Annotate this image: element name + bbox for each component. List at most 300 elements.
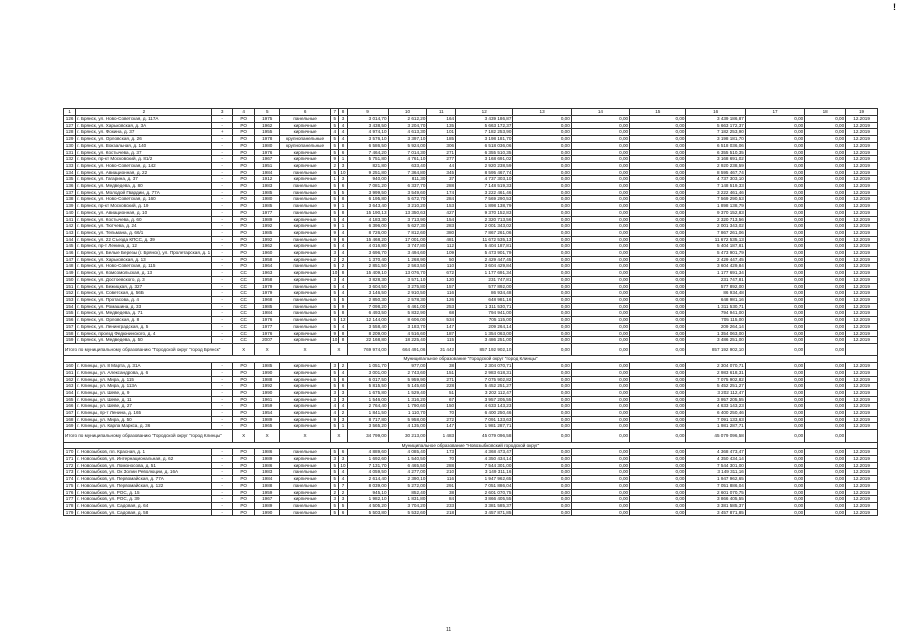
table-cell: 0,00 bbox=[805, 469, 846, 476]
table-cell: 12.2019 bbox=[846, 216, 878, 223]
table-cell: 4 761,10 bbox=[388, 156, 427, 163]
table-cell: 0,00 bbox=[513, 276, 571, 283]
table-cell: 163 bbox=[64, 383, 76, 390]
table-cell: 4 505,20 bbox=[347, 502, 388, 509]
table-cell: 577 892,00 bbox=[686, 283, 745, 290]
table-cell: 0,00 bbox=[571, 263, 629, 270]
table-cell: кирпичные bbox=[280, 337, 331, 344]
table-cell: 12.2019 bbox=[846, 296, 878, 303]
column-number: 16 bbox=[686, 109, 745, 116]
table-cell: кирпичные bbox=[280, 162, 331, 169]
table-cell: 9 370 152,83 bbox=[456, 209, 513, 216]
table-cell: 7 867 261,06 bbox=[686, 229, 745, 236]
table-cell: г. Брянск, ул. Тельмана, д. 66/1 bbox=[76, 229, 212, 236]
table-cell: 12.2019 bbox=[846, 410, 878, 417]
total-cell: 0,00 bbox=[630, 343, 686, 356]
table-cell: 0,00 bbox=[630, 263, 686, 270]
table-cell: 283 bbox=[427, 223, 456, 230]
table-row bbox=[64, 290, 878, 297]
table-row bbox=[64, 330, 878, 337]
table-cell: РО bbox=[232, 416, 255, 423]
table-cell: г. Брянск, ул. Бежицкая, д. 327 bbox=[76, 283, 212, 290]
total-cell: 30 213,00 bbox=[388, 430, 427, 443]
table-cell: 2 429 447,45 bbox=[456, 256, 513, 263]
table-cell: г. Новозыбков, ул. Садовая, д. 64 bbox=[76, 502, 212, 509]
table-cell: 1 bbox=[339, 156, 347, 163]
table-cell: кирпичные bbox=[280, 489, 331, 496]
table-cell: 3 168 691,02 bbox=[456, 156, 513, 163]
table-cell: 156 bbox=[64, 317, 76, 324]
table-cell: г. Брянск, ул. Ново-Советская, д. 117А bbox=[76, 116, 212, 123]
table-cell: 5 bbox=[331, 290, 339, 297]
table-cell: 0,00 bbox=[571, 469, 629, 476]
table-cell: 138 bbox=[64, 196, 76, 203]
table-cell: 12.2019 bbox=[846, 416, 878, 423]
table-cell: 0,00 bbox=[745, 449, 804, 456]
table-cell: 0,00 bbox=[513, 383, 571, 390]
table-cell: 162 bbox=[64, 376, 76, 383]
table-cell: 12.2019 bbox=[846, 290, 878, 297]
table-cell: г. Брянск, ул. Достоевского, д. 3 bbox=[76, 276, 212, 283]
table-cell: 7 544 301,00 bbox=[456, 462, 513, 469]
table-cell: 7 364,80 bbox=[388, 169, 427, 176]
table-cell: 3 222 461,46 bbox=[456, 189, 513, 196]
table-cell: 5 404 187,81 bbox=[686, 243, 745, 250]
table-cell: 5 959,90 bbox=[388, 376, 427, 383]
table-cell: - bbox=[212, 296, 232, 303]
table-cell: 0,00 bbox=[513, 176, 571, 183]
table-cell: г. Брянск, ул. Ленинградская, д. 5 bbox=[76, 323, 212, 330]
table-cell: 1 540,50 bbox=[388, 456, 427, 463]
table-cell: 0,00 bbox=[745, 162, 804, 169]
table-cell: 0,00 bbox=[571, 410, 629, 417]
table-cell: 145 bbox=[64, 243, 76, 250]
table-cell: 633,40 bbox=[388, 162, 427, 169]
table-cell: 185 bbox=[427, 136, 456, 143]
table-cell: 7 098,20 bbox=[347, 303, 388, 310]
table-cell: 5 832,90 bbox=[388, 310, 427, 317]
table-cell: - bbox=[212, 189, 232, 196]
table-cell: 2 390,10 bbox=[388, 476, 427, 483]
table-cell: 3 713,90 bbox=[388, 216, 427, 223]
table-cell: 345 bbox=[427, 169, 456, 176]
table-cell: г. Брянск, ул. Орловская, д. 26 bbox=[76, 136, 212, 143]
table-cell: г. Брянск, ул. Ново-Советская, д. 160 bbox=[76, 196, 212, 203]
table-cell: 1983 bbox=[255, 183, 280, 190]
table-cell: РО bbox=[232, 403, 255, 410]
table-row bbox=[64, 162, 878, 169]
table-cell: 7 081,20 bbox=[347, 183, 388, 190]
table-cell: кирпичные bbox=[280, 396, 331, 403]
table-cell: 0,00 bbox=[630, 496, 686, 503]
table-cell: 12.2019 bbox=[846, 196, 878, 203]
table-cell: 8 bbox=[339, 330, 347, 337]
table-cell: - bbox=[212, 263, 232, 270]
table-cell: 2 578,30 bbox=[388, 296, 427, 303]
table-cell: 2 bbox=[331, 489, 339, 496]
table-cell: 4 bbox=[339, 122, 347, 129]
table-cell: 4 368 473,47 bbox=[686, 449, 745, 456]
table-cell: 0,00 bbox=[805, 223, 846, 230]
table-cell: 5 bbox=[331, 509, 339, 516]
table-cell: 12.2019 bbox=[846, 337, 878, 344]
table-cell: 7 014,30 bbox=[388, 149, 427, 156]
table-cell: 0,00 bbox=[513, 423, 571, 430]
table-cell: кирпичные bbox=[280, 410, 331, 417]
table-row bbox=[64, 176, 878, 183]
table-cell: - bbox=[212, 482, 232, 489]
table-cell: 12.2019 bbox=[846, 502, 878, 509]
table-cell: 0,00 bbox=[630, 317, 686, 324]
table-cell: 0,00 bbox=[805, 129, 846, 136]
table-cell: РО bbox=[232, 389, 255, 396]
table-cell: 2 429 447,45 bbox=[686, 256, 745, 263]
table-cell: 5 bbox=[331, 149, 339, 156]
table-cell: 12.2019 bbox=[846, 149, 878, 156]
table-cell: 1983 bbox=[255, 469, 280, 476]
table-cell: г. Брянск, ул. Медведева, д. 50 bbox=[76, 337, 212, 344]
table-cell: 12.2019 bbox=[846, 142, 878, 149]
table-cell: СС bbox=[232, 303, 255, 310]
table-cell: 164 bbox=[64, 389, 76, 396]
table-cell: 12.2019 bbox=[846, 489, 878, 496]
table-cell: 0,00 bbox=[630, 410, 686, 417]
table-cell: 50 bbox=[427, 256, 456, 263]
table-cell: 12.2019 bbox=[846, 403, 878, 410]
municipality-title: Муниципальное образование "Новозыбковский городской округ" bbox=[64, 442, 878, 449]
table-cell: кирпичные bbox=[280, 330, 331, 337]
table-cell: СС bbox=[232, 310, 255, 317]
table-cell: 4 bbox=[339, 136, 347, 143]
table-cell: 6 400 250,46 bbox=[456, 410, 513, 417]
table-cell: - bbox=[212, 116, 232, 123]
table-cell: 0,00 bbox=[513, 416, 571, 423]
total-cell: X bbox=[255, 430, 280, 443]
table-cell: 0,00 bbox=[513, 369, 571, 376]
table-cell: 12.2019 bbox=[846, 462, 878, 469]
table-cell: 0,00 bbox=[805, 209, 846, 216]
table-cell: панельные bbox=[280, 502, 331, 509]
table-cell: 3 604 429,84 bbox=[456, 263, 513, 270]
table-cell: 210 bbox=[427, 469, 456, 476]
table-cell: кирпичные bbox=[280, 456, 331, 463]
table-cell: 127 bbox=[64, 122, 76, 129]
table-cell: 150 bbox=[427, 403, 456, 410]
table-cell: 0,00 bbox=[805, 337, 846, 344]
table-cell: 5 627,30 bbox=[388, 223, 427, 230]
table-cell: 0,00 bbox=[513, 502, 571, 509]
table-cell: г. Брянск, ул. Советская, д. 56Б bbox=[76, 290, 212, 297]
total-cell: 45 079 096,58 bbox=[686, 430, 745, 443]
table-cell: 0,00 bbox=[513, 216, 571, 223]
table-cell: 4 737 303,10 bbox=[686, 176, 745, 183]
table-cell: 0,00 bbox=[571, 243, 629, 250]
table-cell: РО bbox=[232, 410, 255, 417]
table-cell: 8 bbox=[339, 310, 347, 317]
table-cell: 129 bbox=[64, 136, 76, 143]
table-cell: РО bbox=[232, 363, 255, 370]
table-cell: 0,00 bbox=[630, 396, 686, 403]
table-cell: 2 850,30 bbox=[347, 296, 388, 303]
table-cell: 0,00 bbox=[805, 396, 846, 403]
table-cell: 0,00 bbox=[745, 376, 804, 383]
table-cell: 0,00 bbox=[805, 482, 846, 489]
table-cell: 174 bbox=[64, 476, 76, 483]
table-cell: 7 867 261,06 bbox=[456, 229, 513, 236]
table-cell: кирпичные bbox=[280, 376, 331, 383]
table-cell: 161 bbox=[64, 369, 76, 376]
table-cell: 0,00 bbox=[745, 176, 804, 183]
table-cell: 9 bbox=[331, 229, 339, 236]
table-cell: 0,00 bbox=[630, 337, 686, 344]
table-cell: 0,00 bbox=[630, 449, 686, 456]
table-cell: 0,00 bbox=[513, 476, 571, 483]
table-cell: 5 bbox=[331, 216, 339, 223]
table-cell: 0,00 bbox=[630, 389, 686, 396]
table-cell: 0,00 bbox=[745, 136, 804, 143]
table-cell: 4 bbox=[339, 403, 347, 410]
table-cell: кирпичные bbox=[280, 229, 331, 236]
municipality-header-row bbox=[64, 442, 878, 449]
table-cell: 13 076,70 bbox=[388, 270, 427, 277]
table-cell: 306 bbox=[427, 142, 456, 149]
table-cell: 0,00 bbox=[571, 337, 629, 344]
table-cell: 0,00 bbox=[745, 396, 804, 403]
table-cell: 0,00 bbox=[630, 469, 686, 476]
table-cell: 0,00 bbox=[513, 296, 571, 303]
table-cell: 0,00 bbox=[745, 236, 804, 243]
table-cell: 12.2019 bbox=[846, 383, 878, 390]
table-row bbox=[64, 376, 878, 383]
table-cell: г. Брянск, ул. Харьковская, д. 13 bbox=[76, 256, 212, 263]
table-cell: 3 486 251,00 bbox=[686, 337, 745, 344]
table-cell: г. Брянск, ул. Гагарина, д. 37 bbox=[76, 176, 212, 183]
table-cell: 0,00 bbox=[571, 223, 629, 230]
table-cell: 0,00 bbox=[745, 189, 804, 196]
table-cell: г. Брянск, пр-кт Московский, д. 19 bbox=[76, 203, 212, 210]
table-row bbox=[64, 250, 878, 257]
table-cell: 134 bbox=[64, 169, 76, 176]
table-cell: 0,00 bbox=[745, 456, 804, 463]
table-cell: 6 518 036,06 bbox=[686, 142, 745, 149]
table-cell: РО bbox=[232, 469, 255, 476]
table-cell: 120 bbox=[427, 276, 456, 283]
table-cell: 0,00 bbox=[513, 236, 571, 243]
table-cell: 1977 bbox=[255, 323, 280, 330]
column-number: 15 bbox=[630, 109, 686, 116]
table-cell: 153 bbox=[64, 296, 76, 303]
table-cell: 0,00 bbox=[745, 156, 804, 163]
table-cell: 0,00 bbox=[630, 250, 686, 257]
table-cell: 3 549,60 bbox=[388, 189, 427, 196]
table-cell: 15 468,20 bbox=[347, 236, 388, 243]
table-cell: 0,00 bbox=[630, 149, 686, 156]
table-cell: 0,00 bbox=[513, 323, 571, 330]
table-cell: 139 bbox=[64, 203, 76, 210]
table-cell: 13 350,63 bbox=[388, 209, 427, 216]
table-row bbox=[64, 423, 878, 430]
table-cell: - bbox=[212, 310, 232, 317]
table-cell: 0,00 bbox=[745, 337, 804, 344]
table-cell: 1 110,70 bbox=[388, 410, 427, 417]
table-cell: 132 bbox=[64, 156, 76, 163]
table-cell: 0,00 bbox=[571, 383, 629, 390]
table-cell: 0,00 bbox=[571, 303, 629, 310]
table-cell: 1992 bbox=[255, 223, 280, 230]
table-cell: 70 bbox=[427, 456, 456, 463]
table-cell: 146 bbox=[64, 250, 76, 257]
table-cell: г. Новозыбков, ул. Ломоносова, д. 51 bbox=[76, 462, 212, 469]
table-cell: - bbox=[212, 410, 232, 417]
table-body bbox=[64, 109, 878, 516]
table-row bbox=[64, 462, 878, 469]
table-cell: 0,00 bbox=[513, 449, 571, 456]
table-cell: 160 bbox=[64, 363, 76, 370]
total-cell bbox=[846, 343, 878, 356]
table-cell: 0,00 bbox=[630, 462, 686, 469]
table-cell: РО bbox=[232, 383, 255, 390]
table-cell: - bbox=[212, 243, 232, 250]
table-cell: 135 bbox=[427, 122, 456, 129]
table-cell: 0,00 bbox=[805, 476, 846, 483]
table-cell: 12.2019 bbox=[846, 122, 878, 129]
table-cell: 0,00 bbox=[513, 169, 571, 176]
table-cell: - bbox=[212, 489, 232, 496]
table-cell: 1 982,10 bbox=[347, 496, 388, 503]
table-cell: 1985 bbox=[255, 229, 280, 236]
table-cell: 151 bbox=[64, 283, 76, 290]
table-cell: 22 168,80 bbox=[347, 337, 388, 344]
table-cell: 4 bbox=[339, 283, 347, 290]
table-cell: 1976 bbox=[255, 149, 280, 156]
table-cell: 0,00 bbox=[571, 323, 629, 330]
table-cell: 288 bbox=[427, 462, 456, 469]
table-cell: - bbox=[212, 423, 232, 430]
table-cell: 7 182 253,90 bbox=[456, 129, 513, 136]
table-cell: 0,00 bbox=[630, 270, 686, 277]
table-cell: 0,00 bbox=[630, 276, 686, 283]
table-cell: 0,00 bbox=[571, 189, 629, 196]
table-cell: РО bbox=[232, 216, 255, 223]
table-cell: 12.2019 bbox=[846, 203, 878, 210]
table-cell: кирпичные bbox=[280, 216, 331, 223]
table-row bbox=[64, 122, 878, 129]
table-cell: 0,00 bbox=[571, 156, 629, 163]
table-cell: 0,00 bbox=[571, 136, 629, 143]
table-cell: РО bbox=[232, 369, 255, 376]
table-cell: 12.2019 bbox=[846, 469, 878, 476]
table-cell: 5 bbox=[331, 369, 339, 376]
table-cell: 1984 bbox=[255, 169, 280, 176]
table-cell: 5 bbox=[331, 283, 339, 290]
table-cell: 0,00 bbox=[745, 476, 804, 483]
table-cell: 154 bbox=[64, 303, 76, 310]
table-cell: 3 146,50 bbox=[347, 290, 388, 297]
table-cell: 12.2019 bbox=[846, 396, 878, 403]
column-number: 4 bbox=[232, 109, 255, 116]
table-cell: 0,00 bbox=[805, 496, 846, 503]
table-cell: 0,00 bbox=[571, 396, 629, 403]
table-cell: 6 465,50 bbox=[388, 462, 427, 469]
table-cell: 12.2019 bbox=[846, 256, 878, 263]
total-cell: X bbox=[232, 343, 255, 356]
table-cell: 3 381 585,37 bbox=[456, 502, 513, 509]
table-row bbox=[64, 389, 878, 396]
table-cell: 5 958,00 bbox=[388, 416, 427, 423]
table-cell: - bbox=[212, 216, 232, 223]
table-cell: 0,00 bbox=[745, 250, 804, 257]
table-cell: г. Брянск, ул. Комсомольская, д. 13 bbox=[76, 270, 212, 277]
table-cell: 147 bbox=[427, 423, 456, 430]
column-number: 14 bbox=[571, 109, 629, 116]
table-cell: 126 bbox=[427, 296, 456, 303]
table-cell: г. Новозыбков, ул. РОС, д. 15 bbox=[76, 489, 212, 496]
table-cell: 3 bbox=[331, 456, 339, 463]
table-cell: 12.2019 bbox=[846, 509, 878, 516]
table-cell: 1958 bbox=[255, 256, 280, 263]
table-cell: 0,00 bbox=[571, 283, 629, 290]
table-cell: г. Новозыбков, ул. Первомайская, д. 122 bbox=[76, 482, 212, 489]
table-cell: 3 bbox=[339, 456, 347, 463]
table-cell: г. Брянск, ул. Авиационная, д. 10 bbox=[76, 209, 212, 216]
table-cell: 167 bbox=[64, 410, 76, 417]
table-cell: 148 bbox=[64, 263, 76, 270]
table-cell: 0,00 bbox=[571, 330, 629, 337]
table-cell: 6 396,00 bbox=[347, 223, 388, 230]
table-cell: 1912 bbox=[255, 176, 280, 183]
table-cell: 12.2019 bbox=[846, 496, 878, 503]
table-cell: 38 bbox=[427, 489, 456, 496]
table-cell: 12.2019 bbox=[846, 456, 878, 463]
total-row bbox=[64, 343, 878, 356]
table-cell: 0,00 bbox=[630, 223, 686, 230]
table-cell: 0,00 bbox=[805, 462, 846, 469]
table-cell: РО bbox=[232, 476, 255, 483]
table-cell: 1963 bbox=[255, 270, 280, 277]
table-cell: 5 bbox=[331, 323, 339, 330]
table-cell: 705 115,00 bbox=[456, 317, 513, 324]
table-cell: 794 941,00 bbox=[456, 310, 513, 317]
total-cell: X bbox=[232, 430, 255, 443]
table-cell: 0,00 bbox=[745, 416, 804, 423]
table-cell: 3 014,70 bbox=[347, 116, 388, 123]
table-cell: - bbox=[212, 183, 232, 190]
table-row bbox=[64, 369, 878, 376]
table-cell: - bbox=[212, 337, 232, 344]
table-cell: 2 bbox=[331, 162, 339, 169]
table-cell: 4 bbox=[331, 410, 339, 417]
table-cell: 0,00 bbox=[630, 323, 686, 330]
table-cell: 4 bbox=[339, 276, 347, 283]
table-cell: 0,00 bbox=[630, 169, 686, 176]
table-cell: 6 017,50 bbox=[347, 376, 388, 383]
table-cell: 1980 bbox=[255, 142, 280, 149]
table-cell: 977,00 bbox=[388, 363, 427, 370]
table-cell: 0,00 bbox=[513, 389, 571, 396]
table-cell: 0,00 bbox=[513, 317, 571, 324]
table-cell: 2 612,20 bbox=[388, 116, 427, 123]
table-cell: 2 bbox=[339, 363, 347, 370]
table-cell: 2 851,50 bbox=[347, 263, 388, 270]
table-row bbox=[64, 149, 878, 156]
table-cell: РО bbox=[232, 482, 255, 489]
table-cell: 0,00 bbox=[745, 383, 804, 390]
table-cell: 380 bbox=[427, 229, 456, 236]
table-cell: 4 613,30 bbox=[388, 129, 427, 136]
table-cell: СС bbox=[232, 317, 255, 324]
table-cell: 0,00 bbox=[630, 482, 686, 489]
table-cell: 3 494,60 bbox=[388, 250, 427, 257]
